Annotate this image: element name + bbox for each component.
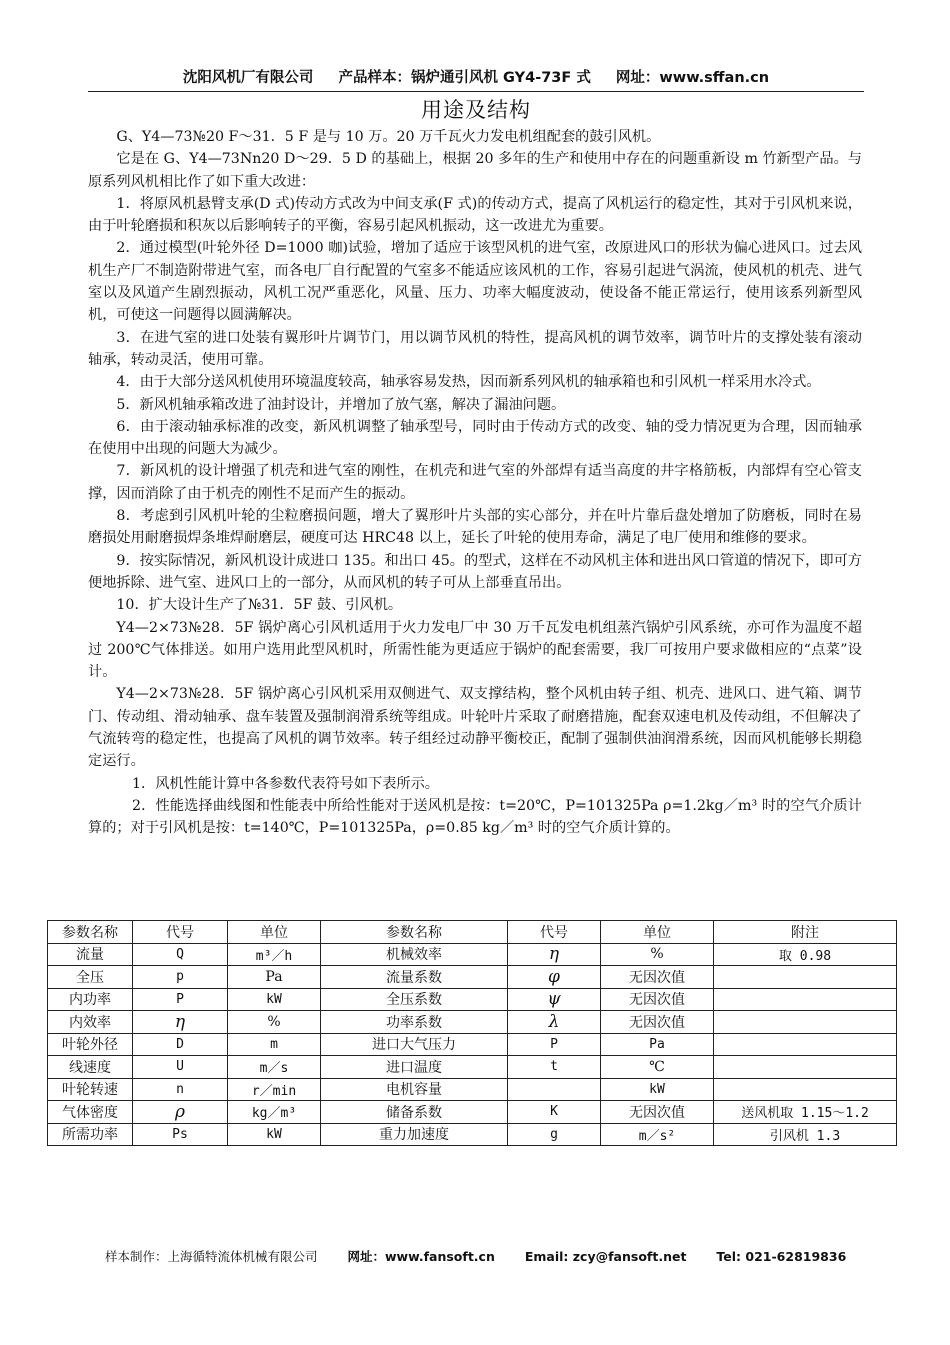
table-header-cell: 附注 — [714, 921, 897, 944]
table-cell: 流量系数 — [321, 966, 508, 989]
paragraph: 3．在进气室的进口处装有翼形叶片调节门，用以调节风机的特性，提高风机的调节效率，调节叶片的支撑处装有滚动轴承，转动灵活，使用可靠。 — [88, 329, 862, 368]
table-cell: 内效率 — [48, 1011, 133, 1034]
table-cell: 无因次值 — [601, 1101, 714, 1124]
table-cell: % — [228, 1011, 321, 1034]
table-cell: λ — [508, 1011, 601, 1034]
paragraph: 10．扩大设计生产了№31．5F 鼓、引风机。 — [116, 597, 403, 614]
table-cell: 进口温度 — [321, 1056, 508, 1079]
paragraph: 1．将原风机悬臂支承(D 式)传动方式改为中间支承(F 式)的传动方式，提高了风机运行的稳定性，其对于引风机来说，由于叶轮磨损和积灰以后影响转子的平衡，容易引起风机振动，这一改进尤为重要。 — [88, 195, 862, 235]
table-cell — [508, 1078, 601, 1101]
table-cell: ℃ — [601, 1056, 714, 1079]
paragraph: Y4—2×73№28．5F 锅炉离心引风机适用于火力发电厂中 30 万千瓦发电机组蒸汽锅炉引风系统，亦可作为温度不超过 200℃气体排送。如用户选用此型风机时，所需性能为更适应于锅炉的配套需要，我厂可按用户要求做相应的“点菜”设计。 — [88, 619, 862, 681]
table-cell — [714, 966, 897, 989]
table-cell: m³／h — [228, 943, 321, 966]
table-cell: 内功率 — [48, 988, 133, 1011]
table-cell — [714, 1011, 897, 1034]
table-cell: Pa — [228, 966, 321, 989]
table-row — [48, 1056, 897, 1079]
table-cell: ρ — [133, 1101, 228, 1124]
table-cell: 所需功率 — [48, 1123, 133, 1146]
table-cell: U — [133, 1056, 228, 1079]
table-row — [48, 943, 897, 966]
table-cell: 全压 — [48, 966, 133, 989]
table-cell: 线速度 — [48, 1056, 133, 1079]
table-cell: m — [228, 1033, 321, 1056]
table-cell: 进口大气压力 — [321, 1033, 508, 1056]
table-cell: η — [508, 943, 601, 966]
table-row — [48, 966, 897, 989]
header-website[interactable]: 网址：www.sffan.cn — [615, 70, 770, 86]
header-product: 产品样本：锅炉通引风机 GY4-73F 式 — [338, 70, 591, 86]
table-cell: m／s — [228, 1056, 321, 1079]
table-cell: Q — [133, 943, 228, 966]
table-cell: 储备系数 — [321, 1101, 508, 1124]
table-cell: 取 0.98 — [714, 943, 897, 966]
table-cell: η — [133, 1011, 228, 1034]
table-cell: 无因次值 — [601, 1011, 714, 1034]
table-cell: 机械效率 — [321, 943, 508, 966]
table-row — [48, 1123, 897, 1146]
paragraph: 2．性能选择曲线图和性能表中所给性能对于送风机是按：t=20℃，P=101325Pa ρ=1.2kg／m³ 时的空气介质计算的；对于引风机是按：t=140℃，P=101325Pa，ρ=0.85 kg／m³ 时的空气介质计算的。 — [88, 797, 862, 837]
table-header-cell: 单位 — [228, 921, 321, 944]
table-cell: P — [133, 988, 228, 1011]
table-cell — [714, 988, 897, 1011]
table-cell: g — [508, 1123, 601, 1146]
table-cell: kW — [601, 1078, 714, 1101]
table-header-cell: 参数名称 — [48, 921, 133, 944]
header-divider — [88, 91, 864, 92]
table-cell: r／min — [228, 1078, 321, 1101]
table-row — [48, 1033, 897, 1056]
paragraph: 9．按实际情况，新风机设计成进口 135。和出口 45。的型式，这样在不动风机主体和进出风口管道的情况下，即可方便地拆除、进气室、进风口上的一部分，从而风机的转子可从上部垂直吊出。 — [88, 552, 862, 591]
table-cell: 无因次值 — [601, 988, 714, 1011]
header-company: 沈阳风机厂有限公司 — [182, 70, 314, 86]
paragraph: 它是在 G、Y4—73Nn20 D～29．5 D 的基础上，根据 20 多年的生产和使用中存在的问题重新设 m 竹新型产品。与原系列风机相比作了如下重大改进： — [88, 151, 862, 190]
paragraph: Y4—2×73№28．5F 锅炉离心引风机采用双侧进气、双支撑结构，整个风机由转子组、机壳、进风口、进气箱、调节门、传动组、滑动轴承、盘车装置及强制润滑系统等组成。叶轮叶片采取了耐磨措施，配套双速电机及传动组，不但解决了气流转弯的稳定性，也提高了风机的调节效率。转子组经过动静平衡校正，配制了强制供油润滑系统，因而风机能够长期稳定运行。 — [88, 686, 862, 770]
paragraph: 8．考虑到引风机叶轮的尘粒磨损问题，增大了翼形叶片头部的实心部分，并在叶片靠后盘处增加了防磨板，同时在易磨损处用耐磨损焊条堆焊耐磨层，硬度可达 HRC48 以上，延长了叶轮的使用寿命，满足了电厂使用和维修的要求。 — [88, 508, 862, 547]
table-cell: 叶轮转速 — [48, 1078, 133, 1101]
table-cell: kW — [228, 1123, 321, 1146]
table-cell: 送风机取 1.15～1.2 — [714, 1101, 897, 1124]
table-cell: Pa — [601, 1033, 714, 1056]
table-cell: K — [508, 1101, 601, 1124]
table-cell: 无因次值 — [601, 966, 714, 989]
footer-website[interactable]: 网址：www.fansoft.cn — [347, 1249, 495, 1264]
table-cell: ψ — [508, 988, 601, 1011]
table-cell: D — [133, 1033, 228, 1056]
table-row — [48, 1078, 897, 1101]
table-cell: kW — [228, 988, 321, 1011]
page-header — [88, 66, 864, 87]
table-cell: 重力加速度 — [321, 1123, 508, 1146]
page-title: 用途及结构 — [421, 98, 531, 122]
table-row — [48, 1101, 897, 1124]
table-header-cell: 代号 — [133, 921, 228, 944]
table-cell: % — [601, 943, 714, 966]
table-cell: 功率系数 — [321, 1011, 508, 1034]
table-cell: 叶轮外径 — [48, 1033, 133, 1056]
table-cell: Ps — [133, 1123, 228, 1146]
paragraph: 2．通过模型(叶轮外径 D=1000 咖)试验，增加了适应于该型风机的进气室，改原进风口的形状为偏心进风口。过去风机生产厂不制造附带进气室，而各电厂自行配置的气室多不能适应该风机的工作，容易引起进气涡流，使风机的机壳、进气室以及风道产生剧烈振动，风机工况严重恶化，风量、压力、功率大幅度波动，使设备不能正常运行，使用该系列新型风机，可使这一问题得以圆满解决。 — [88, 240, 862, 324]
table-cell: p — [133, 966, 228, 989]
paragraph: 5．新风机轴承箱改进了油封设计，并增加了放气塞，解决了漏油问题。 — [116, 396, 566, 413]
paragraph: 6．由于滚动轴承标准的改变，新风机调整了轴承型号，同时由于传动方式的改变、轴的受力情况更为合理，因而轴承在使用中出现的问题大为减少。 — [88, 418, 862, 458]
table-cell: n — [133, 1078, 228, 1101]
table-row — [48, 988, 897, 1011]
table-cell: 引风机 1.3 — [714, 1123, 897, 1146]
table-header-cell: 单位 — [601, 921, 714, 944]
table-row — [48, 1011, 897, 1034]
table-cell: kg／m³ — [228, 1101, 321, 1124]
table-cell — [714, 1033, 897, 1056]
table-cell: 流量 — [48, 943, 133, 966]
table-cell: 气体密度 — [48, 1101, 133, 1124]
table-cell: φ — [508, 966, 601, 989]
page-footer — [105, 1247, 865, 1265]
table-cell — [714, 1056, 897, 1079]
footer-maker: 样本制作：上海循特流体机械有限公司 — [105, 1249, 318, 1264]
paragraph: G、Y4—73№20 F～31．5 F 是与 10 万。20 万千瓦火力发电机组配套的鼓引风机。 — [116, 129, 661, 145]
parameter-table — [47, 920, 897, 1146]
paragraph: 7．新风机的设计增强了机壳和进气室的刚性，在机壳和进气室的外部焊有适当高度的井字格筋板，内部焊有空心管支撑，因而消除了由于机壳的刚性不足而产生的振动。 — [88, 463, 862, 502]
paragraph: 1．风机性能计算中各参数代表符号如下表所示。 — [132, 775, 439, 792]
table-cell — [714, 1078, 897, 1101]
table-cell: t — [508, 1056, 601, 1079]
footer-tel: Tel: 021-62819836 — [716, 1249, 847, 1264]
table-header-cell: 代号 — [508, 921, 601, 944]
table-header-cell: 参数名称 — [321, 921, 508, 944]
table-cell: 电机容量 — [321, 1078, 508, 1101]
paragraph: 4．由于大部分送风机使用环境温度较高，轴承容易发热，因而新系列风机的轴承箱也和引风机一样采用水冷式。 — [116, 374, 821, 391]
body-text — [88, 126, 862, 840]
table-cell: m／s² — [601, 1123, 714, 1146]
table-cell: P — [508, 1033, 601, 1056]
table-header-row — [48, 921, 897, 944]
footer-email[interactable]: Email: zcy@fansoft.net — [524, 1249, 687, 1264]
table-cell: 全压系数 — [321, 988, 508, 1011]
